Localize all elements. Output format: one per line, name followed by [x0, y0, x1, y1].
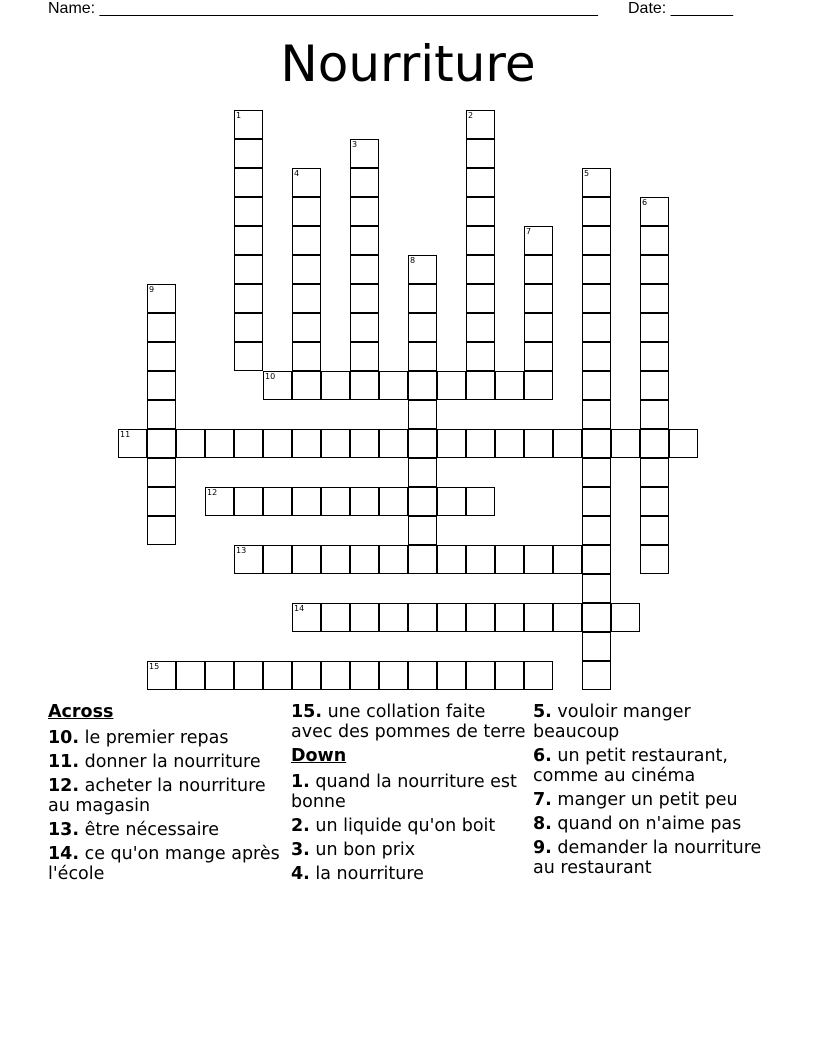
grid-cell[interactable] [495, 661, 524, 690]
grid-cell[interactable] [524, 545, 553, 574]
cell-number: 13 [236, 546, 247, 555]
grid-cell[interactable] [408, 342, 437, 371]
grid-cell[interactable] [234, 342, 263, 371]
clue-across-14 [48, 844, 288, 884]
grid-cell[interactable] [437, 661, 466, 690]
grid-cell[interactable] [582, 632, 611, 661]
grid-cell[interactable] [147, 313, 176, 342]
clue-number: 14. [48, 844, 80, 864]
grid-cell[interactable] [234, 255, 263, 284]
grid-cell[interactable] [582, 371, 611, 400]
grid-cell[interactable] [640, 313, 669, 342]
grid-cell[interactable] [205, 661, 234, 690]
name-field-label: Name: ________________________________________________________ [48, 0, 598, 17]
grid-cell[interactable] [408, 545, 437, 574]
grid-cell[interactable] [466, 429, 495, 458]
grid-cell[interactable] [582, 226, 611, 255]
grid-cell[interactable] [466, 284, 495, 313]
clue-text: acheter la nourriture au magasin [48, 776, 266, 816]
down-heading: Down [291, 746, 347, 766]
grid-cell[interactable] [582, 487, 611, 516]
grid-cell[interactable] [350, 284, 379, 313]
cell-number: 8 [410, 256, 416, 265]
grid-cell[interactable] [321, 429, 350, 458]
grid-cell[interactable] [466, 313, 495, 342]
grid-cell[interactable] [379, 371, 408, 400]
grid-cell[interactable] [234, 284, 263, 313]
grid-cell[interactable] [640, 516, 669, 545]
grid-cell[interactable] [234, 487, 263, 516]
grid-cell[interactable] [408, 516, 437, 545]
clue-number: 10. [48, 728, 80, 748]
grid-cell[interactable] [553, 603, 582, 632]
grid-cell[interactable] [263, 429, 292, 458]
grid-cell[interactable] [437, 429, 466, 458]
grid-cell[interactable] [118, 429, 147, 458]
grid-cell[interactable] [466, 545, 495, 574]
grid-cell[interactable] [582, 255, 611, 284]
grid-cell[interactable] [263, 661, 292, 690]
grid-cell[interactable] [379, 661, 408, 690]
clue-text: une collation faite avec des pommes de terre [291, 702, 526, 742]
grid-cell[interactable] [234, 226, 263, 255]
grid-cell[interactable] [553, 429, 582, 458]
clue-number: 15. [291, 702, 323, 722]
grid-cell[interactable] [147, 371, 176, 400]
grid-cell[interactable] [582, 342, 611, 371]
grid-cell[interactable] [292, 487, 321, 516]
clue-across-15 [291, 702, 531, 742]
grid-cell[interactable] [582, 574, 611, 603]
grid-cell[interactable] [234, 139, 263, 168]
clue-number: 6. [533, 746, 552, 766]
grid-cell[interactable] [234, 110, 263, 139]
grid-cell[interactable] [640, 487, 669, 516]
clue-number: 4. [291, 864, 310, 884]
grid-cell[interactable] [234, 661, 263, 690]
grid-cell[interactable] [640, 400, 669, 429]
grid-cell[interactable] [582, 168, 611, 197]
grid-cell[interactable] [582, 429, 611, 458]
clue-number: 9. [533, 838, 552, 858]
clue-text: donner la nourriture [84, 752, 261, 772]
cell-number: 14 [294, 604, 305, 613]
clue-down-2 [291, 816, 531, 836]
grid-cell[interactable] [437, 371, 466, 400]
grid-cell[interactable] [611, 429, 640, 458]
clue-number: 12. [48, 776, 80, 796]
grid-cell[interactable] [611, 603, 640, 632]
clues-column-2 [291, 702, 531, 888]
clue-down-1 [291, 772, 531, 812]
grid-cell[interactable] [437, 545, 466, 574]
clue-text: demander la nourriture au restaurant [533, 838, 762, 878]
grid-cell[interactable] [263, 487, 292, 516]
clue-across-11 [48, 752, 288, 772]
grid-cell[interactable] [350, 371, 379, 400]
clue-down-5 [533, 702, 773, 742]
grid-cell[interactable] [292, 342, 321, 371]
grid-cell[interactable] [292, 255, 321, 284]
clue-down-8 [533, 814, 773, 834]
clue-number: 11. [48, 752, 80, 772]
grid-cell[interactable] [408, 284, 437, 313]
grid-cell[interactable] [408, 313, 437, 342]
clue-number: 7. [533, 790, 552, 810]
clue-down-7 [533, 790, 773, 810]
grid-cell[interactable] [640, 429, 669, 458]
grid-cell[interactable] [466, 603, 495, 632]
grid-cell[interactable] [292, 226, 321, 255]
grid-cell[interactable] [350, 313, 379, 342]
grid-cell[interactable] [408, 255, 437, 284]
grid-cell[interactable] [292, 661, 321, 690]
grid-cell[interactable] [466, 226, 495, 255]
clue-number: 1. [291, 772, 310, 792]
grid-cell[interactable] [466, 110, 495, 139]
grid-cell[interactable] [176, 661, 205, 690]
grid-cell[interactable] [582, 516, 611, 545]
grid-cell[interactable] [292, 284, 321, 313]
grid-cell[interactable] [147, 400, 176, 429]
grid-cell[interactable] [234, 545, 263, 574]
grid-cell[interactable] [408, 603, 437, 632]
grid-cell[interactable] [466, 139, 495, 168]
grid-cell[interactable] [292, 371, 321, 400]
cell-number: 5 [584, 169, 590, 178]
clue-number: 5. [533, 702, 552, 722]
cell-number: 10 [265, 372, 276, 381]
grid-cell[interactable] [640, 371, 669, 400]
grid-cell[interactable] [379, 545, 408, 574]
grid-cell[interactable] [466, 255, 495, 284]
clue-number: 3. [291, 840, 310, 860]
grid-cell[interactable] [669, 429, 698, 458]
grid-cell[interactable] [466, 487, 495, 516]
grid-cell[interactable] [582, 661, 611, 690]
grid-cell[interactable] [321, 487, 350, 516]
clue-number: 2. [291, 816, 310, 836]
grid-cell[interactable] [147, 429, 176, 458]
grid-cell[interactable] [292, 429, 321, 458]
clue-text: la nourriture [315, 864, 424, 884]
grid-cell[interactable] [234, 197, 263, 226]
grid-cell[interactable] [582, 400, 611, 429]
page-title: Nourriture [280, 35, 536, 93]
grid-cell[interactable] [640, 226, 669, 255]
grid-cell[interactable] [176, 429, 205, 458]
clue-number: 8. [533, 814, 552, 834]
grid-cell[interactable] [292, 313, 321, 342]
grid-cell[interactable] [408, 400, 437, 429]
grid-cell[interactable] [524, 313, 553, 342]
grid-cell[interactable] [524, 342, 553, 371]
grid-cell[interactable] [292, 197, 321, 226]
grid-cell[interactable] [408, 487, 437, 516]
grid-cell[interactable] [408, 429, 437, 458]
grid-cell[interactable] [234, 313, 263, 342]
grid-cell[interactable] [147, 342, 176, 371]
grid-cell[interactable] [379, 487, 408, 516]
cell-number: 1 [236, 111, 242, 120]
grid-cell[interactable] [466, 371, 495, 400]
grid-cell[interactable] [234, 429, 263, 458]
grid-cell[interactable] [553, 545, 582, 574]
grid-cell[interactable] [205, 429, 234, 458]
grid-cell[interactable] [350, 226, 379, 255]
grid-cell[interactable] [292, 603, 321, 632]
grid-cell[interactable] [640, 197, 669, 226]
clue-across-13 [48, 820, 288, 840]
grid-cell[interactable] [350, 661, 379, 690]
grid-cell[interactable] [495, 603, 524, 632]
grid-cell[interactable] [495, 545, 524, 574]
clue-down-4 [291, 864, 531, 884]
grid-cell[interactable] [640, 342, 669, 371]
grid-cell[interactable] [147, 661, 176, 690]
grid-cell[interactable] [321, 603, 350, 632]
clues-column-3 [533, 702, 773, 882]
grid-cell[interactable] [350, 139, 379, 168]
grid-cell[interactable] [263, 371, 292, 400]
cell-number: 3 [352, 140, 358, 149]
clue-text: le premier repas [84, 728, 229, 748]
clue-down-6 [533, 746, 773, 786]
grid-cell[interactable] [495, 371, 524, 400]
grid-cell[interactable] [582, 284, 611, 313]
cell-number: 2 [468, 111, 474, 120]
grid-cell[interactable] [524, 603, 553, 632]
grid-cell[interactable] [234, 168, 263, 197]
grid-cell[interactable] [408, 661, 437, 690]
grid-cell[interactable] [263, 545, 292, 574]
clue-down-3 [291, 840, 531, 860]
grid-cell[interactable] [147, 516, 176, 545]
clue-text: un petit restaurant, comme au cinéma [533, 746, 728, 786]
grid-cell[interactable] [350, 487, 379, 516]
grid-cell[interactable] [524, 255, 553, 284]
clue-text: vouloir manger beaucoup [533, 702, 691, 742]
grid-cell[interactable] [466, 168, 495, 197]
grid-cell[interactable] [582, 603, 611, 632]
grid-cell[interactable] [350, 429, 379, 458]
grid-cell[interactable] [582, 458, 611, 487]
cell-number: 11 [120, 430, 131, 439]
grid-cell[interactable] [524, 429, 553, 458]
cell-number: 7 [526, 227, 532, 236]
grid-cell[interactable] [350, 168, 379, 197]
clue-down-9 [533, 838, 773, 878]
clue-text: ce qu'on mange après l'école [48, 844, 280, 884]
grid-cell[interactable] [495, 429, 524, 458]
grid-cell[interactable] [582, 313, 611, 342]
grid-cell[interactable] [379, 429, 408, 458]
clue-text: être nécessaire [84, 820, 220, 840]
clue-number: 13. [48, 820, 80, 840]
grid-cell[interactable] [524, 661, 553, 690]
cell-number: 6 [642, 198, 648, 207]
grid-cell[interactable] [350, 603, 379, 632]
grid-cell[interactable] [640, 255, 669, 284]
grid-cell[interactable] [147, 487, 176, 516]
grid-cell[interactable] [321, 661, 350, 690]
grid-cell[interactable] [408, 371, 437, 400]
clue-text: quand on n'aime pas [557, 814, 742, 834]
clue-across-10 [48, 728, 288, 748]
grid-cell[interactable] [321, 545, 350, 574]
clue-text: un liquide qu'on boit [315, 816, 496, 836]
grid-cell[interactable] [321, 371, 350, 400]
cell-number: 9 [149, 285, 155, 294]
grid-cell[interactable] [466, 197, 495, 226]
grid-cell[interactable] [350, 545, 379, 574]
grid-cell[interactable] [466, 342, 495, 371]
grid-cell[interactable] [640, 458, 669, 487]
grid-cell[interactable] [524, 371, 553, 400]
grid-cell[interactable] [205, 487, 234, 516]
clue-text: manger un petit peu [557, 790, 738, 810]
clue-text: quand la nourriture est bonne [291, 772, 517, 812]
grid-cell[interactable] [640, 284, 669, 313]
clue-text: un bon prix [315, 840, 416, 860]
cell-number: 12 [207, 488, 218, 497]
clue-across-12 [48, 776, 288, 816]
grid-cell[interactable] [466, 661, 495, 690]
grid-cell[interactable] [524, 284, 553, 313]
grid-cell[interactable] [640, 545, 669, 574]
grid-cell[interactable] [350, 342, 379, 371]
grid-cell[interactable] [437, 487, 466, 516]
grid-cell[interactable] [582, 197, 611, 226]
grid-cell[interactable] [408, 458, 437, 487]
date-field-label: Date: _______ [628, 0, 733, 17]
clues-column-1 [48, 702, 288, 888]
grid-cell[interactable] [582, 545, 611, 574]
grid-cell[interactable] [147, 458, 176, 487]
grid-cell[interactable] [292, 545, 321, 574]
grid-cell[interactable] [524, 226, 553, 255]
grid-cell[interactable] [437, 603, 466, 632]
grid-cell[interactable] [350, 255, 379, 284]
grid-cell[interactable] [292, 168, 321, 197]
grid-cell[interactable] [379, 603, 408, 632]
cell-number: 15 [149, 662, 160, 671]
grid-cell[interactable] [147, 284, 176, 313]
grid-cell[interactable] [350, 197, 379, 226]
across-heading: Across [48, 702, 114, 722]
cell-number: 4 [294, 169, 300, 178]
